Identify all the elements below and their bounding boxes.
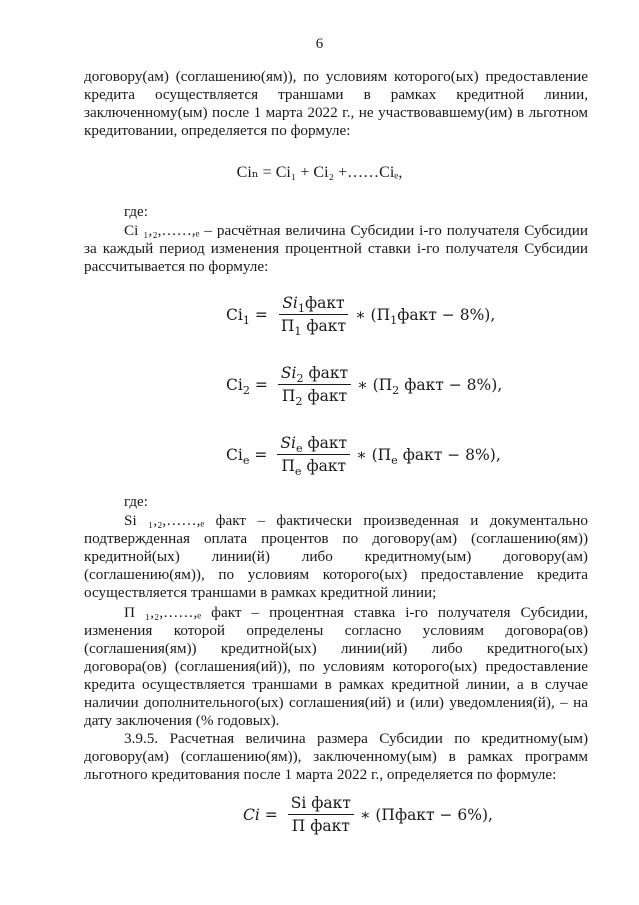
- where-label-1: где:: [124, 204, 148, 220]
- formula-ci-1: [226, 294, 496, 339]
- paragraph-si-definition: Si ₁,₂,……,ₑ факт – фактически произведенная и документально подтвержденная оплата процентов по договору(ам) (соглашению(ям)) кредитной(ых) линии(й) либо кредитному(ым) договору(ам) (соглашению(ям)), по условиям которого(ых) предоставление кредита осуществляется траншами в рамках кредитной линии;: [84, 512, 588, 601]
- formula-1-fraction: $\frac{Si_1факт}{П_1 факт}$: [280, 294, 347, 339]
- where-label-2: где:: [124, 494, 148, 510]
- formula-1-rhs: ∗ $(П_1факт - 8\%)$,: [355, 305, 496, 327]
- formula-final-fraction: $\frac{\text{Si факт}}{\text{П факт}}$: [288, 794, 354, 835]
- paragraph-ci-definition: Ci ₁,₂,……,ₑ – расчётная величина Субсидии i-го получателя Субсидии за каждый период изменения процентной ставки i-го получателя Субсидии рассчитывается по формуле:: [84, 222, 588, 275]
- formula-ci-final: [243, 794, 493, 835]
- formula-final-rhs: ∗ (Пфакт − 6%),: [359, 805, 493, 824]
- page-number: 6: [315, 36, 324, 52]
- paragraph-3-9-5: 3.9.5. Расчетная величина размера Субсидии по кредитному(ым) договору(ам) (соглашению(ям)), заключенному(ым) в рамках программ льготного кредитования после 1 марта 2022 г., определяется по формуле:: [84, 730, 588, 783]
- formula-2-lhs: $Ci_2$ =: [226, 375, 268, 397]
- formula-e-lhs: $Ci_e$ =: [226, 445, 268, 467]
- formula-final-lhs: Ci =: [243, 805, 278, 824]
- paragraph-intro: договору(ам) (соглашению(ям)), по условиям которого(ых) предоставление кредита осуществляется траншами в рамках кредитной линии, заключенному(ым) после 1 марта 2022 г., не участвовавшему(им) в льготном кредитовании, определяется по формуле:: [84, 68, 588, 139]
- formula-2-rhs: ∗ ($П_2$ факт − 8%),: [357, 375, 503, 397]
- formula-1-lhs: $Ci_1$ =: [226, 305, 268, 327]
- formula-2-fraction: $\frac{Si_2 факт}{П_2 факт}$: [278, 364, 351, 405]
- paragraph-p-definition: П ₁,₂,……,ₑ факт – процентная ставка i-го получателя Субсидии, изменения которой определены согласно условиям договора(ов) (соглашения(ям)) кредитной(ых) линии(ий) либо кредитного(ых) договора(ов) (соглашения(ий)), по условиям которого(ых) предоставление кредита осуществляется траншами в рамках кредитной линии, а в случае наличии дополнительного(ых) соглашения(ий) и (или) уведомления(й), – на дату заключения (% годовых).: [84, 604, 588, 729]
- formula-ci-2: [226, 364, 503, 409]
- formula-e-fraction: $\frac{Si_e факт}{П_e факт}$: [277, 434, 350, 475]
- formula-e-rhs: ∗ ($П_e$ факт − 8%),: [356, 445, 501, 467]
- formula-ci-e: [226, 434, 501, 479]
- formula-sum: Ciₙ = Ci₁ + Ci₂ +……Ciₑ,: [236, 164, 403, 181]
